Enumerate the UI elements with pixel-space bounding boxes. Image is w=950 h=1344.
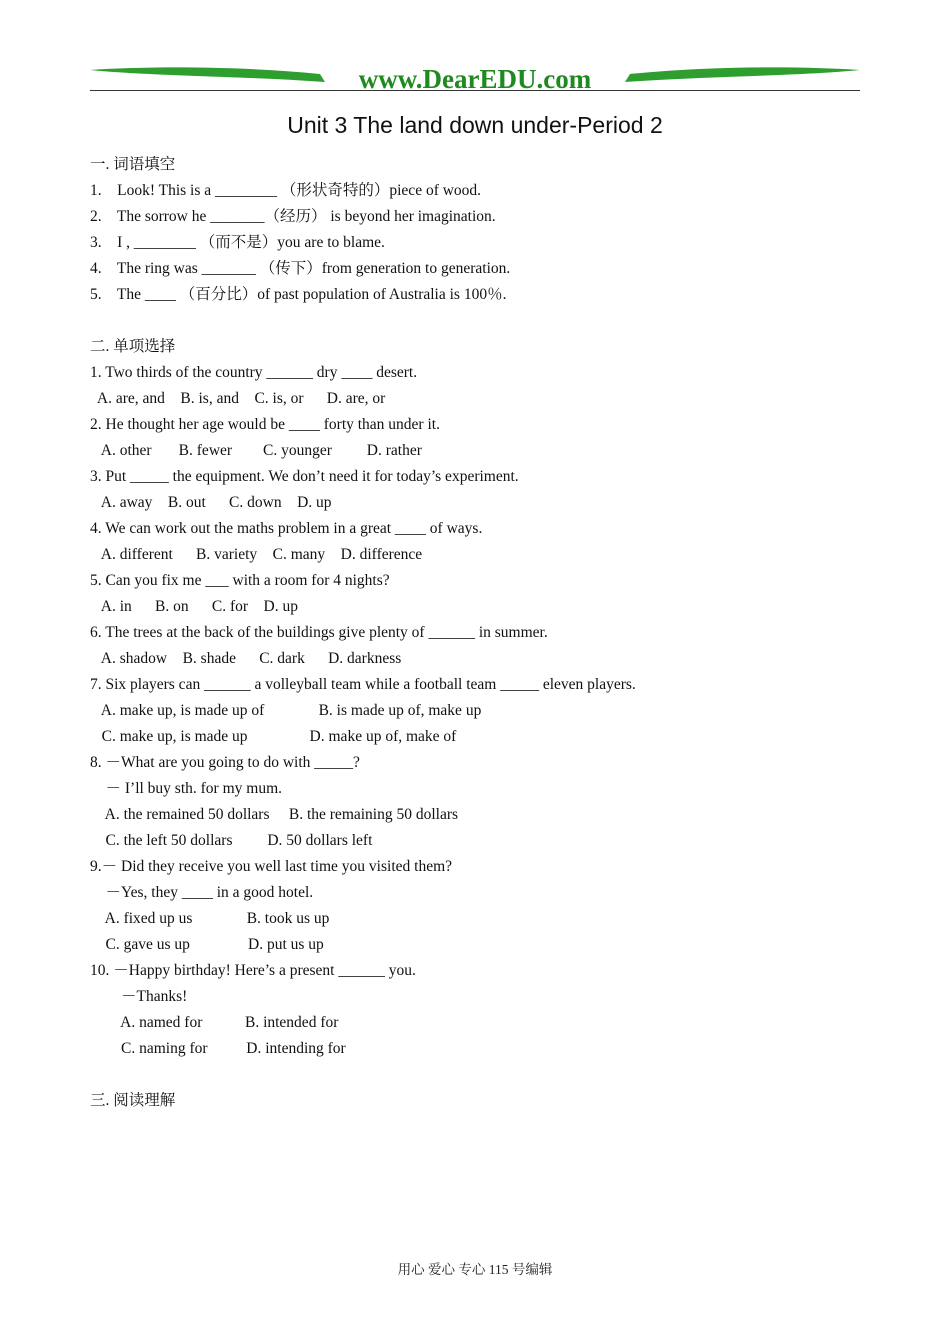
question-stem: 6. The trees at the back of the buildings give plenty of ______ in summer.: [90, 624, 548, 641]
question-options: A. make up, is made up of B. is made up of, make up: [90, 702, 482, 719]
section2-heading: 二. 单项选择: [90, 338, 176, 355]
question-stem: 1. Two thirds of the country ______ dry ____ desert.: [90, 364, 418, 381]
question-options: A. shadow B. shade C. dark D. darkness: [90, 650, 402, 667]
question-options: A. fixed up us B. took us up: [90, 910, 330, 927]
page-title: Unit 3 The land down under-Period 2: [287, 112, 663, 138]
question-options: A. are, and B. is, and C. is, or D. are, or: [90, 390, 386, 407]
question-stem: 4. We can work out the maths problem in a great ____ of ways.: [90, 520, 483, 537]
question-options: A. away B. out C. down D. up: [90, 494, 332, 511]
question-options: A. the remained 50 dollars B. the remaining 50 dollars: [90, 806, 459, 823]
question-stem: 5. Can you fix me ___ with a room for 4 nights?: [90, 572, 390, 589]
question-options: C. gave us up D. put us up: [90, 936, 324, 953]
left-leaf-swoosh: [90, 67, 325, 82]
section3-heading: 三. 阅读理解: [90, 1092, 176, 1109]
question-dialogue: － I’ll buy sth. for my mum.: [90, 780, 283, 797]
section1-item: 1. Look! This is a ________ （形状奇特的）piece of wood.: [90, 182, 482, 199]
question-options: A. different B. variety C. many D. difference: [90, 546, 423, 563]
question-stem: 3. Put _____ the equipment. We don’t need it for today’s experiment.: [90, 468, 519, 485]
section1-item: 4. The ring was _______ （传下）from generation to generation.: [90, 260, 511, 277]
section1-heading: 一. 词语填空: [90, 156, 176, 173]
question-stem: 9.－ Did they receive you well last time you visited them?: [90, 858, 453, 875]
page-footer: 用心 爱心 专心 115 号编辑: [397, 1262, 553, 1277]
site-logo: www.DearEDU.com: [358, 64, 592, 94]
section1-item: 3. I , ________ （而不是）you are to blame.: [90, 234, 385, 251]
question-options: A. in B. on C. for D. up: [90, 598, 298, 615]
question-options: C. make up, is made up D. make up of, make of: [90, 728, 457, 745]
question-options: C. naming for D. intending for: [90, 1040, 346, 1057]
header-rule: [90, 90, 860, 91]
question-stem: 8. －What are you going to do with _____?: [90, 754, 360, 771]
question-stem: 2. He thought her age would be ____ forty than under it.: [90, 416, 440, 433]
question-options: A. other B. fewer C. younger D. rather: [90, 442, 422, 459]
question-options: A. named for B. intended for: [90, 1014, 339, 1031]
question-options: C. the left 50 dollars D. 50 dollars left: [90, 832, 373, 849]
question-stem: 7. Six players can ______ a volleyball team while a football team _____ eleven players.: [90, 676, 636, 693]
right-leaf-swoosh: [625, 67, 860, 82]
question-stem: 10. －Happy birthday! Here’s a present ______ you.: [90, 962, 416, 979]
question-dialogue: －Thanks!: [90, 988, 188, 1005]
section1-item: 2. The sorrow he _______（经历） is beyond her imagination.: [90, 208, 496, 225]
section1-item: 5. The ____ （百分比）of past population of Australia is 100％.: [90, 286, 507, 303]
question-dialogue: －Yes, they ____ in a good hotel.: [90, 884, 314, 901]
